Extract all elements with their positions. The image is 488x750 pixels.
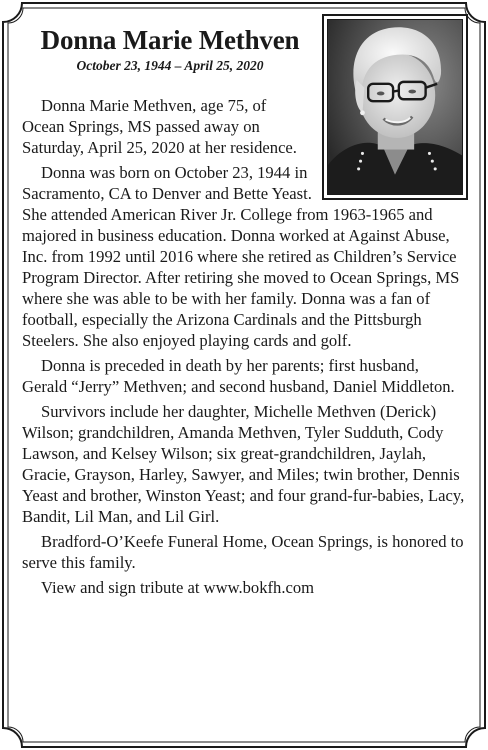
obituary-body	[22, 95, 468, 602]
paragraph-preceded: Donna is preceded in death by her parents; first husband, Gerald “Jerry” Methven; and second husband, Daniel Middleton.	[22, 356, 455, 396]
deceased-name: Donna Marie Methven	[40, 25, 300, 55]
paragraph-tribute: View and sign tribute at www.bokfh.com	[41, 578, 315, 597]
paragraph-survivors: Survivors include her daughter, Michelle Methven (Derick) Wilson; grandchildren, Amanda Methven, Tyler Sudduth, Cody Lawson, and Kelsey Wilson; six great-grandchildren, Jaylah, Gracie, Grayson, Harley, Sawyer, and Miles; twin brother, Dennis Yeast and brother, Winston Yeast; and four grand-fur-babies, Lacy, Bandit, Lil Man, and Lil Girl.	[22, 402, 465, 526]
paragraph-biography: Donna was born on October 23, 1944 in Sacramento, CA to Denver and Bette Yeast. She attended American River Jr. College from 1963-1965 and majored in business education. Donna worked at Against Abuse, Inc. from 1992 until 2016 where she retired as Children’s Service Program Director. After retiring she moved to Ocean Springs, MS where she was able to be with her family. Donna was a fan of football, especially the Arizona Cardinals and the Pittsburgh Steelers. She also enjoyed playing cards and golf.	[22, 163, 460, 350]
paragraph-intro: Donna Marie Methven, age 75, of Ocean Springs, MS passed away on Saturday, April 25, 2020 at her residence.	[22, 96, 297, 157]
life-dates: October 23, 1944 – April 25, 2020	[76, 58, 264, 73]
obituary-header	[22, 24, 318, 75]
paragraph-funeral-home: Bradford-O’Keefe Funeral Home, Ocean Springs, is honored to serve this family.	[22, 532, 464, 572]
